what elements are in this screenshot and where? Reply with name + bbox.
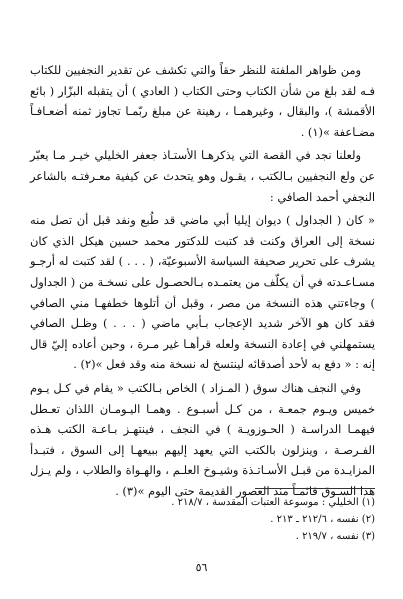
footnotes xyxy=(30,494,375,545)
page-number: ٥٦ xyxy=(195,561,208,574)
book-market-paragraph: وفي النجف هناك سوق ( المـزاد ) الخاص بـالكتب « يقام في كـل يـوم خميس ويـوم جمعـة ، من كـل أسبـوع . وهمـا اليـومـان اللذان تعـطل فيهمـا الدراسـة ( الحـوزويـة ) في النجف ، فينتهـز بـاعـة الكتب هـذه الفـرصـة ، وينزلون بالكتب التي يعهد إليهم ببيعهـا إلى السوق ، فتبـدأ المزايـدة من قبـل الأسـاتـذة وشيـوخ العلـم ، والهـواة والطلاب ، ولم يـزل هذا السـوق قائمـاً منذ العصور القديمة حتى اليوم »(٣) . xyxy=(30,380,375,498)
block-quotation: « كان ( الجداول ) ديوان إيليا أبي ماضي قد طُبع ونفد قبل أن تصل منه نسخة إلى العراق وكنت قد كتبت للدكتور محمد حسين هيكل الذي كان يشرف على تحرير صحيفة السياسة الأسبوعيّة، ( . . . ) لقد كتبت له أرجـو مسـاعـدته في أن يكلّف من يعتمـده بـالحصـول على نسخـة من ( الجداول ) وجاءتني هذه النسخة من مصر ، وقبل أن أتلوها خطفهـا مني الصافي فقد كان هو الآخر شديد الإعجاب بـأبي ماضي ( . . . ) وظـل الصافي يستمهلني في إعادة النسخة ولعله قرأهـا غير مـرة ، وحين أعاده إليّ قال إنه : « دفع به لأحد أصدقائه لينتسخ له نسخة منه وقد فعل »(٢) . xyxy=(30,213,375,372)
footnote-divider xyxy=(255,488,375,489)
footnote-3: (٣) نفسه ، ٢١٩/٧ . xyxy=(295,531,375,542)
footnote-2: (٢) نفسه ، ٢١٢/٦ ـ ٢١٣ . xyxy=(270,514,375,525)
footnote-1: (١) الخليلي : موسوعة العتبات المقدسة ، ٢١٨/٧ . xyxy=(171,497,375,508)
khalili-story-paragraph: ولعلنا نجد في القصة التي يذكرهـا الأستـاذ جعفر الخليلي خيـر مـا يعبّر عن ولع النجفيين بـالكتب ، يقـول وهو يتحدث عن كيفية معـرفتـه بالشاعر النجفي أحمد الصافي : xyxy=(30,148,375,204)
intro-paragraph: ومن ظواهر الملفتة للنظر حقاً والتي تكشف عن تقدير النجفيين للكتاب فـه لقد بلغ من شأن الكتاب وحتى الكتاب ( العادي ) أن يتقبله البزّار ( بائع الأقمشة )، والبقال ، وغيرهمـا ، رهينة عن مبلغ ربّمـا تجاوز ثمنه أضعـافـاً مضـاعفة »(١) . xyxy=(30,63,375,139)
